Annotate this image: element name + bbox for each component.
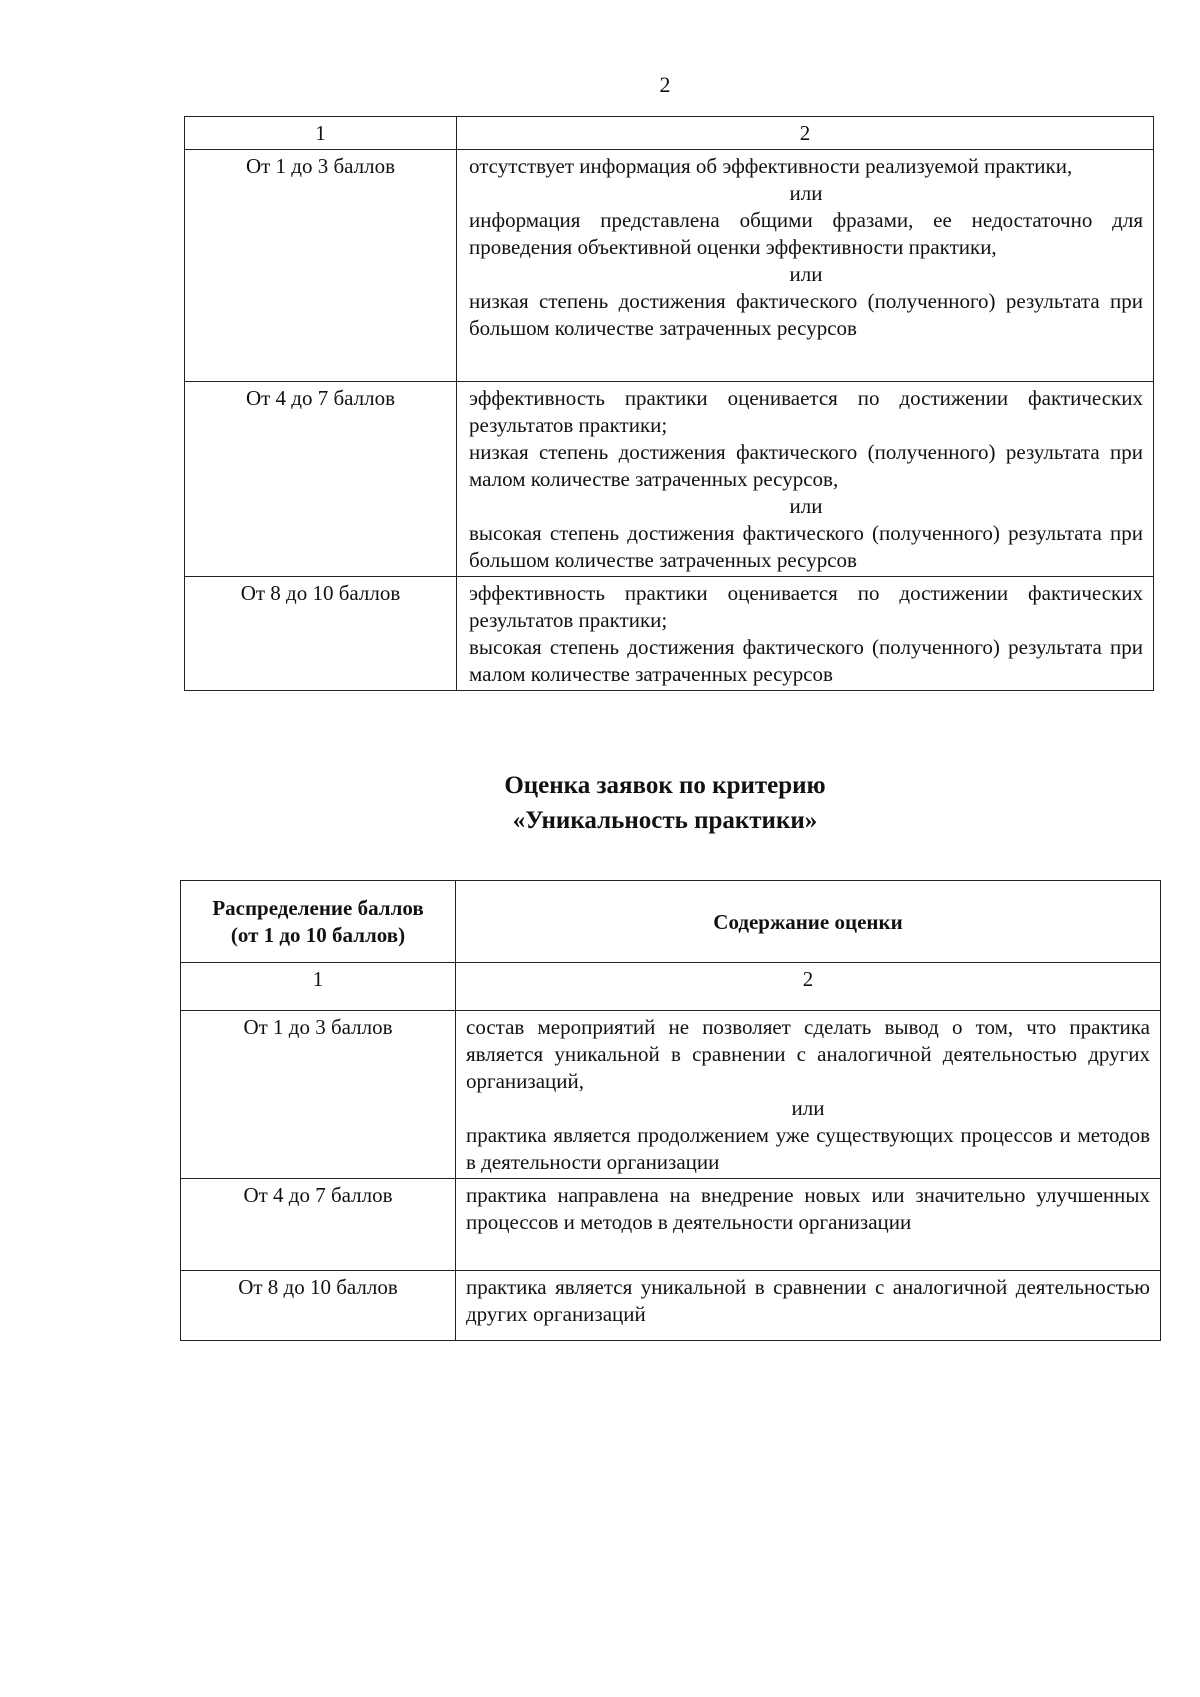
- table-row: [181, 1179, 1161, 1271]
- evaluation-paragraph: практика направлена на внедрение новых или значительно улучшенных процессов и методов в деятельности организации: [466, 1183, 1150, 1234]
- evaluation-paragraph: эффективность практики оценивается по достижении фактических результатов практики;: [469, 386, 1143, 437]
- table-row: [181, 1011, 1161, 1179]
- table-column-numbers-row: [181, 963, 1161, 1011]
- or-separator: или: [789, 262, 823, 286]
- evaluation-paragraph: высокая степень достижения фактического (полученного) результата при малом количестве затраченных ресурсов: [469, 635, 1143, 686]
- column-number-1: 1: [185, 117, 457, 150]
- section-heading-line-2: «Уникальность практики»: [512, 807, 818, 834]
- column-number-2: 2: [457, 117, 1154, 150]
- score-range-cell: От 4 до 7 баллов: [181, 1179, 456, 1271]
- evaluation-paragraph: высокая степень достижения фактического (полученного) результата при большом количестве затраченных ресурсов: [469, 521, 1143, 572]
- table-column-numbers-row: [185, 117, 1154, 150]
- evaluation-content-cell: [456, 1011, 1161, 1179]
- table-row: [185, 577, 1154, 691]
- score-range-cell: От 1 до 3 баллов: [185, 150, 457, 382]
- header-score-distribution: Распределение баллов (от 1 до 10 баллов): [181, 881, 456, 963]
- or-separator: или: [791, 1096, 825, 1120]
- table-row: [181, 1271, 1161, 1341]
- evaluation-paragraph: отсутствует информация об эффективности реализуемой практики,: [469, 154, 1073, 178]
- evaluation-content-cell: [457, 382, 1154, 577]
- evaluation-paragraph: низкая степень достижения фактического (полученного) результата при малом количестве затраченных ресурсов,: [469, 440, 1143, 491]
- evaluation-paragraph: практика является продолжением уже существующих процессов и методов в деятельности организации: [466, 1123, 1150, 1174]
- evaluation-content-cell: [456, 1179, 1161, 1271]
- score-range-cell: От 8 до 10 баллов: [185, 577, 457, 691]
- evaluation-paragraph: информация представлена общими фразами, ее недостаточно для проведения объективной оценки эффективности практики,: [469, 208, 1143, 259]
- efficiency-criteria-table: [184, 116, 1154, 691]
- score-range-cell: От 8 до 10 баллов: [181, 1271, 456, 1341]
- column-number-1: 1: [181, 963, 456, 1011]
- table-header-row: [181, 881, 1161, 963]
- table-row: [185, 382, 1154, 577]
- score-range-cell: От 1 до 3 баллов: [181, 1011, 456, 1179]
- page-number: 2: [659, 72, 671, 97]
- evaluation-content-cell: [457, 150, 1154, 382]
- evaluation-paragraph: низкая степень достижения фактического (полученного) результата при большом количестве затраченных ресурсов: [469, 289, 1143, 340]
- or-separator: или: [789, 181, 823, 205]
- section-heading-line-1: Оценка заявок по критерию: [504, 772, 826, 799]
- uniqueness-criteria-table: [180, 880, 1161, 1341]
- header-evaluation-content: Содержание оценки: [456, 881, 1161, 963]
- evaluation-paragraph: состав мероприятий не позволяет сделать вывод о том, что практика является уникальной в сравнении с аналогичной деятельностью других организаций,: [466, 1015, 1150, 1093]
- evaluation-content-cell: [457, 577, 1154, 691]
- section-heading: [0, 768, 1200, 838]
- or-separator: или: [789, 494, 823, 518]
- evaluation-paragraph: практика является уникальной в сравнении с аналогичной деятельностью других организаций: [466, 1275, 1150, 1326]
- evaluation-content-cell: [456, 1271, 1161, 1341]
- column-number-2: 2: [456, 963, 1161, 1011]
- table-row: [185, 150, 1154, 382]
- evaluation-paragraph: эффективность практики оценивается по достижении фактических результатов практики;: [469, 581, 1143, 632]
- score-range-cell: От 4 до 7 баллов: [185, 382, 457, 577]
